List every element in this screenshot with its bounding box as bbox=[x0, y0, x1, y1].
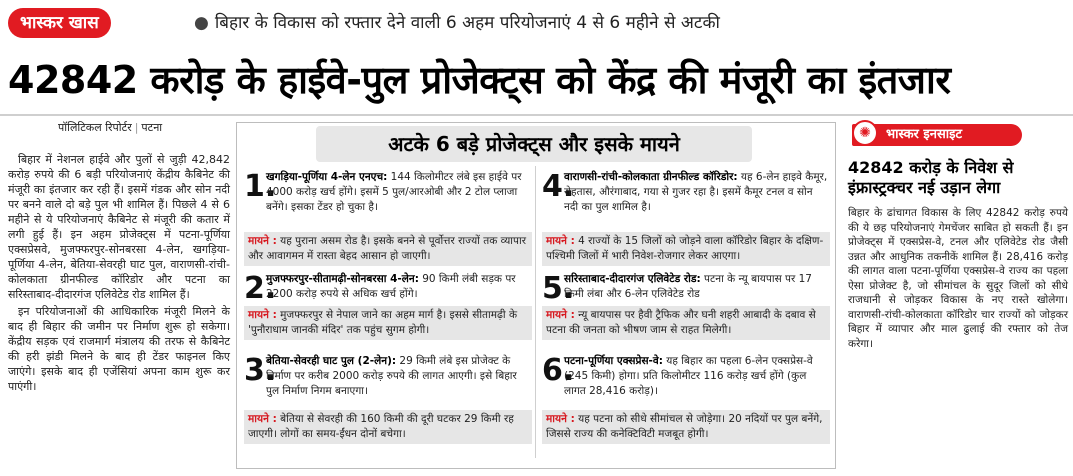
project-item-6 bbox=[542, 354, 830, 454]
bhaskar-insight-badge: भास्कर इनसाइट bbox=[852, 124, 1022, 146]
project-significance bbox=[542, 410, 830, 444]
project-detail: पटना के न्यू बायपास पर 17 किमी लंबा और 6-लेन एलिवेटेड रोड bbox=[564, 273, 812, 300]
significance-text: बेतिया से सेवरही की 160 किमी की दूरी घटकर 29 किमी रह जाएगी। लोगों का समय-ईंधन दोनों बचेगा। bbox=[248, 413, 514, 440]
kicker-line bbox=[194, 8, 720, 38]
project-name: मुजफ्फरपुर-सीतामढ़ी-सोनबरसा 4-लेन: bbox=[266, 273, 419, 285]
mayne-label: मायने : bbox=[248, 235, 277, 247]
project-number: 5. bbox=[542, 271, 575, 306]
paragraph-1: बिहार में नेशनल हाईवे और पुलों से जुड़ी 42,842 करोड़ रुपये की 6 बड़ी परियोजनाएं केंद्रीय कैबिनेट की मंजूरी का इंतजार कर रही हैं। इसमें गंडक और सोन नदी पर बनने वाले दो बड़े पुल भी शामिल हैं। पिछले 4 से 6 महीने से ये परियोजनाएं कैबिनेट से मंजूरी की कतार में लगी हुई हैं। इन अहम प्रोजेक्ट्स में पटना-पूर्णिया एक्सप्रेसवे, मुजफ्फरपुर-सोनबरसा 4-लेन, खगड़िया-पूर्णिया 4-लेन, बेतिया-सेवरही घाट पुल, वाराणसी-रांची-कोलकाता ग्रीनफील्ड कॉरिडोर और पटना का सरिस्ताबाद-दीदारगंज एलिवेटेड रोड शामिल हैं। bbox=[8, 153, 230, 301]
project-item-3 bbox=[244, 354, 532, 454]
bullet-icon: ● bbox=[194, 13, 209, 33]
kicker-text: बिहार के विकास को रफ्तार देने वाली 6 अहम परियोजनाएं 4 से 6 महीने से अटकी bbox=[214, 13, 720, 33]
projects-box-title: अटके 6 बड़े प्रोजेक्ट्स और इसके मायने bbox=[316, 126, 752, 162]
project-detail: यह बिहार का पहला 6-लेन एक्सप्रेस-वे (245 किमी) होगा। प्रति किलोमीटर 116 करोड़ खर्च होंगे (कुल लागत 28,416 करोड़)। bbox=[564, 355, 813, 397]
significance-text: यह पटना को सीधे सीमांचल से जोड़ेगा। 20 नदियों पर पुल बनेंगे, जिससे राज्य की कनेक्टिविटी मजबूत होगी। bbox=[546, 413, 823, 440]
project-name: खगड़िया-पूर्णिया 4-लेन एनएच: bbox=[266, 171, 388, 183]
project-name: पटना-पूर्णिया एक्सप्रेस-वे: bbox=[564, 355, 663, 367]
project-name: वाराणसी-रांची-कोलकाता ग्रीनफील्ड कॉरिडोर: bbox=[564, 171, 738, 183]
column-divider bbox=[535, 166, 536, 458]
mayne-label: मायने : bbox=[546, 413, 575, 425]
dateline-place: पटना bbox=[141, 121, 163, 134]
project-detail: 90 किमी लंबी सड़क पर 2200 करोड़ रुपये से अधिक खर्च होंगे। bbox=[266, 273, 516, 300]
main-article-text bbox=[8, 152, 230, 396]
project-description bbox=[564, 272, 830, 302]
project-number: 6. bbox=[542, 353, 575, 388]
project-name: बेतिया-सेवरही घाट पुल (2-लेन): bbox=[266, 355, 397, 367]
mayne-label: मायने : bbox=[546, 235, 575, 247]
project-significance bbox=[244, 306, 532, 340]
project-number: 1. bbox=[244, 169, 277, 204]
paragraph-2: इन परियोजनाओं की आधिकारिक मंजूरी मिलने के बाद ही बिहार की जमीन पर निर्माण शुरू हो सकेगा। केंद्रीय सड़क एवं राजमार्ग मंत्रालय की तरफ से कैबिनेट की हरी झंडी मिलने के बाद ही टेंडर फाइनल किए जाएंगे। इसके बाद ही एजेंसियां अपना काम शुरू कर पाएंगी। bbox=[8, 305, 230, 393]
top-strip bbox=[0, 0, 1073, 44]
project-description bbox=[266, 272, 532, 302]
insight-body: बिहार के ढांचागत विकास के लिए 42842 करोड़ रुपये की ये छह परियोजनाएं गेमचेंजर साबित हो सकती हैं। इन प्रोजेक्ट्स में एक्सप्रेस-वे, टनल और एलिवेटेड रोड जैसी उन्नत और आधुनिक तकनीकें शामिल हैं। 28,416 करोड़ की लागत वाला पटना-पूर्णिया एक्सप्रेस-वे राज्य का पहला ऐसा प्रोजेक्ट है, जो सीमांचल के सुदूर जिलों को सीधे राजधानी से जोड़कर विकास के नए रास्ते खोलेगा। वाराणसी-रांची-कोलकाता कॉरिडोर चार राज्यों को जोड़कर बिहार में व्यापार और माल ढुलाई की रफ्तार को तेज करेगा। bbox=[848, 207, 1068, 350]
headline: 42842 करोड़ के हाईवे-पुल प्रोजेक्ट्स को केंद्र की मंजूरी का इंतजार bbox=[8, 58, 951, 102]
project-item-1 bbox=[244, 170, 532, 270]
lightbulb-icon: ✺ bbox=[852, 120, 878, 146]
byline bbox=[58, 120, 162, 135]
project-number: 2. bbox=[244, 271, 277, 306]
project-detail: यह 6-लेन हाइवे कैमूर, रोहतास, औरंगाबाद, गया से गुजर रहा है। इसमें कैमूर टनल व सोन नदी का पुल शामिल है। bbox=[564, 171, 828, 213]
divider bbox=[0, 114, 1073, 116]
project-significance bbox=[542, 232, 830, 266]
project-detail: 144 किलोमीटर लंबे इस हाईवे पर 4000 करोड़ खर्च होंगे। इसमें 5 पुल/आरओबी और 2 टोल प्लाजा बनेंगे। इसका टेंडर हो चुका है। bbox=[266, 171, 522, 213]
project-item-5 bbox=[542, 272, 830, 352]
project-item-2 bbox=[244, 272, 532, 352]
project-number: 3. bbox=[244, 353, 277, 388]
bhaskar-khas-badge: भास्कर खास bbox=[8, 8, 111, 38]
significance-text: यह पुराना असम रोड है। इसके बनने से पूर्वोत्तर राज्यों तक व्यापार और आवागमन में रास्ता बेहद आसान हो जाएगी। bbox=[248, 235, 527, 262]
significance-text: न्यू बायपास पर हैवी ट्रैफिक और घनी शहरी आबादी के दबाव से पटना की जनता को भीषण जाम से राहत मिलेगी। bbox=[546, 309, 816, 336]
mayne-label: मायने : bbox=[546, 309, 575, 321]
project-significance bbox=[542, 306, 830, 340]
significance-text: 4 राज्यों के 15 जिलों को जोड़ने वाला कॉरिडोर बिहार के दक्षिण-पश्चिमी जिलों में भारी निवेश-रोजगार लेकर आएगा। bbox=[546, 235, 824, 262]
project-significance bbox=[244, 410, 532, 444]
mayne-label: मायने : bbox=[248, 413, 277, 425]
significance-text: मुजफ्फरपुर से नेपाल जाने का अहम मार्ग है। इससे सीतामढ़ी के 'पुनौराधाम जानकी मंदिर' तक पहुंच सुगम होगी। bbox=[248, 309, 518, 336]
mayne-label: मायने : bbox=[248, 309, 277, 321]
project-description bbox=[564, 354, 830, 399]
reporter: पॉलिटिकल रिपोर्टर bbox=[58, 121, 132, 134]
project-detail: 29 किमी लंबे इस प्रोजेक्ट के निर्माण पर करीब 2000 करोड़ रुपये की लागत आएगी। इसे बिहार पुल निर्माण निगम बनाएगा। bbox=[266, 355, 517, 397]
separator: | bbox=[134, 121, 139, 134]
insight-heading: 42842 करोड़ के निवेश से इंफ्रास्ट्रक्चर नई उड़ान लेगा bbox=[848, 158, 1014, 197]
project-number: 4. bbox=[542, 169, 575, 204]
project-item-4 bbox=[542, 170, 830, 270]
project-description bbox=[564, 170, 830, 215]
project-name: सरिस्ताबाद-दीदारगंज एलिवेटेड रोड: bbox=[564, 273, 701, 285]
project-description bbox=[266, 354, 532, 399]
project-significance bbox=[244, 232, 532, 266]
project-description bbox=[266, 170, 532, 215]
